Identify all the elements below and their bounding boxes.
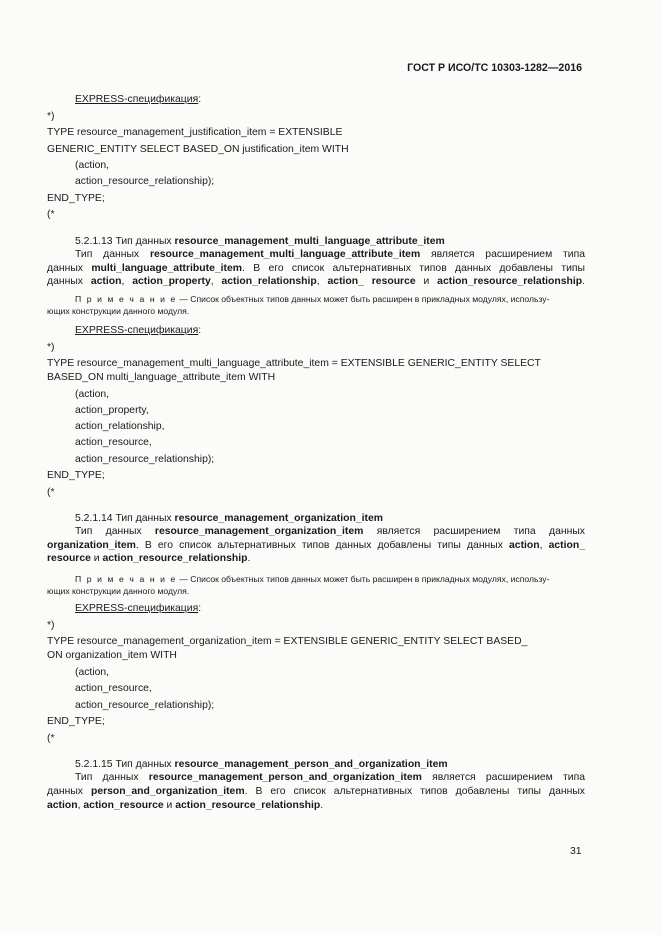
text-fragment: action_relationship,	[75, 421, 165, 432]
bold-term: action_property	[132, 276, 211, 287]
text-fragment: 5.2.1.14 Тип данных	[75, 513, 175, 524]
bold-term: action_resource	[83, 800, 164, 811]
bold-term: action	[509, 540, 540, 551]
code-line	[75, 436, 152, 449]
bold-term: resource_management_multi_language_attribute_item	[149, 249, 421, 260]
bold-term: resource_management_person_and_organization_item	[148, 772, 422, 783]
code-line	[47, 110, 55, 123]
bold-term: resource_management_multi_language_attribute_item	[174, 236, 445, 247]
text-fragment: action_resource,	[75, 437, 152, 448]
text-fragment: . В его список альтернативных типов добавлены типы данных	[244, 786, 585, 797]
paragraph-line	[47, 262, 585, 275]
bold-term: action	[47, 800, 78, 811]
note-line	[47, 585, 189, 598]
text-fragment: ,	[316, 276, 328, 287]
bold-term: action_resource_relationship	[437, 276, 583, 287]
bold-term: action_resource_relationship	[102, 553, 248, 564]
bold-term: multi_language_attribute_item	[91, 263, 243, 274]
text-fragment: Тип данных	[75, 772, 149, 783]
text-fragment: ,	[121, 276, 133, 287]
text-fragment: данных	[47, 276, 91, 287]
code-line	[47, 341, 55, 354]
text-fragment: данных	[47, 786, 91, 797]
text-fragment: action_resource_relationship);	[75, 700, 215, 711]
text-fragment: Тип данных	[75, 249, 150, 260]
text-fragment: является расширением типа	[421, 772, 586, 783]
document-header: ГОСТ Р ИСО/ТС 10303-1282—2016	[407, 62, 582, 74]
text-fragment: GENERIC_ENTITY SELECT BASED_ON justification_item WITH	[47, 144, 349, 155]
text-fragment: ,	[77, 800, 84, 811]
paragraph-line	[47, 799, 323, 812]
text-fragment: action_property,	[75, 405, 149, 416]
paragraph-line	[47, 525, 585, 538]
section-heading	[75, 512, 383, 525]
text-fragment: . В его список альтернативных типов данных добавлены типы	[242, 263, 585, 274]
bold-term: resource_management_organization_item	[174, 513, 383, 524]
bold-term: person_and_organization_item	[90, 786, 245, 797]
text-fragment: ON organization_item WITH	[47, 650, 177, 661]
text-fragment: BASED_ON multi_language_attribute_item WITH	[47, 372, 276, 383]
code-line	[47, 635, 527, 648]
code-line	[75, 388, 109, 401]
text-fragment: является расширением типа данных	[363, 526, 585, 537]
bold-term: action_	[548, 540, 585, 551]
text-fragment: END_TYPE;	[47, 716, 105, 727]
text-fragment: TYPE resource_management_justification_item = EXTENSIBLE	[47, 127, 343, 138]
text-fragment: и	[415, 276, 438, 287]
express-spec-label	[75, 93, 201, 106]
text-fragment: .	[247, 553, 251, 564]
code-line	[47, 732, 55, 745]
text-fragment: (action,	[75, 160, 110, 171]
code-line	[47, 126, 342, 139]
code-line	[75, 404, 149, 417]
text-fragment: action_resource,	[75, 683, 152, 694]
note-label: П р и м е ч а н и е	[75, 294, 177, 304]
code-line	[75, 159, 109, 172]
code-line	[47, 357, 541, 370]
paragraph-line	[47, 552, 250, 565]
text-fragment: *)	[47, 620, 55, 631]
text-fragment: END_TYPE;	[47, 470, 105, 481]
section-heading	[75, 758, 448, 771]
code-line	[75, 420, 165, 433]
bold-term: action_relationship	[221, 276, 317, 287]
section-heading	[75, 235, 445, 248]
text-fragment: . В его список альтернативных типов данных добавлены типы данных	[135, 540, 510, 551]
text-fragment: является расширением типа	[420, 249, 586, 260]
code-line	[75, 175, 214, 188]
express-spec-label	[75, 324, 201, 337]
code-line	[47, 649, 177, 662]
text-fragment: и	[90, 553, 103, 564]
paragraph-line	[47, 275, 585, 288]
text-fragment: TYPE resource_management_organization_item = EXTENSIBLE GENERIC_ENTITY SELECT BASED_	[47, 636, 528, 647]
code-line	[75, 453, 214, 466]
text-fragment: action_resource_relationship);	[75, 176, 215, 187]
underlined-label: EXPRESS-спецификация	[75, 603, 199, 614]
text-fragment: :	[198, 325, 202, 336]
code-line	[75, 666, 109, 679]
text-fragment: ,	[539, 540, 549, 551]
text-fragment: и	[163, 800, 176, 811]
bold-term: action	[90, 276, 122, 287]
text-fragment: 5.2.1.13 Тип данных	[75, 236, 175, 247]
text-fragment: — Список объектных типов данных может быть расширен в прикладных модулях, использу-	[176, 294, 550, 304]
paragraph-line	[47, 539, 585, 552]
code-line	[75, 682, 152, 695]
underlined-label: EXPRESS-спецификация	[75, 325, 199, 336]
bold-term: action_resource_relationship	[175, 800, 321, 811]
text-fragment: Тип данных	[75, 526, 155, 537]
text-fragment: ющих конструкции данного модуля.	[47, 586, 190, 596]
code-line	[47, 469, 105, 482]
text-fragment: (*	[47, 733, 55, 744]
text-fragment: данных	[47, 263, 92, 274]
note-label: П р и м е ч а н и е	[75, 574, 177, 584]
paragraph-line	[47, 785, 585, 798]
text-fragment: .	[582, 276, 586, 287]
code-line	[47, 619, 55, 632]
paragraph-line	[47, 771, 585, 784]
paragraph-line	[47, 248, 585, 261]
bold-term: resource_management_organization_item	[154, 526, 364, 537]
code-line	[47, 486, 55, 499]
text-fragment: (action,	[75, 667, 110, 678]
text-fragment: — Список объектных типов данных может быть расширен в прикладных модулях, использу-	[176, 574, 550, 584]
bold-term: organization_item	[47, 540, 136, 551]
text-fragment: action_resource_relationship);	[75, 454, 215, 465]
text-fragment: *)	[47, 111, 55, 122]
note-line	[47, 305, 189, 318]
text-fragment: :	[198, 603, 202, 614]
code-line	[47, 143, 349, 156]
text-fragment: ющих конструкции данного модуля.	[47, 306, 190, 316]
bold-term: resource_management_person_and_organization_item	[174, 759, 448, 770]
text-fragment: *)	[47, 342, 55, 353]
code-line	[47, 208, 55, 221]
bold-term: action_ resource	[327, 276, 416, 287]
text-fragment: (*	[47, 209, 55, 220]
bold-term: resource	[47, 553, 91, 564]
code-line	[47, 192, 105, 205]
text-fragment: (action,	[75, 389, 110, 400]
text-fragment: :	[198, 94, 202, 105]
text-fragment: TYPE resource_management_multi_language_attribute_item = EXTENSIBLE GENERIC_ENTITY SELECT	[47, 358, 541, 369]
text-fragment: ,	[210, 276, 222, 287]
code-line	[47, 715, 105, 728]
code-line	[75, 699, 214, 712]
text-fragment: (*	[47, 487, 55, 498]
underlined-label: EXPRESS-спецификация	[75, 94, 199, 105]
express-spec-label	[75, 602, 201, 615]
text-fragment: END_TYPE;	[47, 193, 105, 204]
text-fragment: .	[320, 800, 324, 811]
page-number: 31	[570, 846, 582, 857]
text-fragment: 5.2.1.15 Тип данных	[75, 759, 175, 770]
code-line	[47, 371, 275, 384]
